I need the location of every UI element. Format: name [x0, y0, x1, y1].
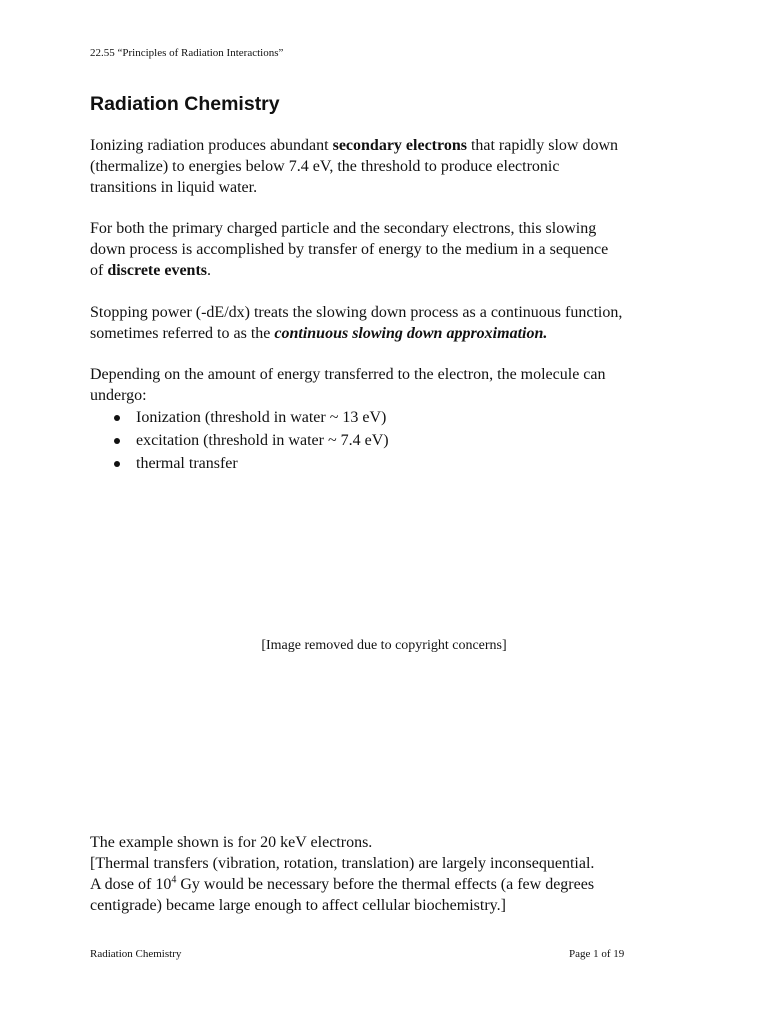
bullet-icon — [114, 415, 120, 421]
paragraph-secondary-electrons — [90, 135, 690, 198]
footer-title: Radiation Chemistry — [90, 948, 182, 960]
paragraph-line — [90, 135, 690, 156]
list-item-text: thermal transfer — [136, 455, 238, 472]
bold-italic-term-csda: continuous slowing down approximation. — [274, 325, 548, 342]
paragraph-line: Depending on the amount of energy transferred to the electron, the molecule can — [90, 366, 606, 383]
superscript-exponent: 4 — [171, 874, 177, 886]
paragraph-line: centigrade) became large enough to affect cellular biochemistry.] — [90, 897, 506, 914]
running-header: 22.55 “Principles of Radiation Interactions” — [90, 47, 284, 59]
paragraph-example-note — [90, 832, 690, 916]
paragraph-line: transitions in liquid water. — [90, 179, 258, 196]
text-run: . — [207, 262, 211, 279]
paragraph-line: The example shown is for 20 keV electrons. — [90, 834, 373, 851]
text-run: Ionizing radiation produces abundant — [90, 137, 333, 154]
list-item-text: Ionization (threshold in water ~ 13 eV) — [136, 409, 387, 426]
bold-term-secondary-electrons: secondary electrons — [332, 137, 467, 154]
paragraph-line: (thermalize) to energies below 7.4 eV, the threshold to produce electronic — [90, 158, 560, 175]
paragraph-stopping-power — [90, 302, 690, 344]
text-run: A dose of 10 — [90, 876, 172, 893]
text-run: sometimes referred to as the — [90, 325, 275, 342]
paragraph-line — [90, 260, 690, 281]
list-item — [90, 429, 389, 452]
list-item-text: excitation (threshold in water ~ 7.4 eV) — [136, 432, 389, 449]
paragraph-line: For both the primary charged particle and the secondary electrons, this slowing — [90, 220, 597, 237]
image-removed-notice: [Image removed due to copyright concerns] — [261, 638, 507, 653]
bullet-list — [90, 406, 389, 475]
page-title: Radiation Chemistry — [90, 93, 280, 115]
paragraph-energy-transfer — [90, 364, 690, 406]
page-number: Page 1 of 19 — [569, 948, 625, 960]
paragraph-line: undergo: — [90, 387, 147, 404]
text-run: that rapidly slow down — [466, 137, 619, 154]
list-item — [90, 452, 389, 475]
list-item — [90, 406, 389, 429]
bold-term-discrete-events: discrete events — [107, 262, 207, 279]
text-run: Gy would be necessary before the thermal effects (a few degrees — [176, 876, 595, 893]
paragraph-line: [Thermal transfers (vibration, rotation, translation) are largely inconsequential. — [90, 855, 595, 872]
paragraph-line — [90, 874, 690, 895]
paragraph-discrete-events — [90, 218, 690, 281]
bullet-icon — [114, 438, 120, 444]
text-run: of — [90, 262, 108, 279]
paragraph-line — [90, 323, 690, 344]
paragraph-line: Stopping power (-dE/dx) treats the slowing down process as a continuous function, — [90, 304, 623, 321]
paragraph-line: down process is accomplished by transfer of energy to the medium in a sequence — [90, 241, 609, 258]
bullet-icon — [114, 461, 120, 467]
